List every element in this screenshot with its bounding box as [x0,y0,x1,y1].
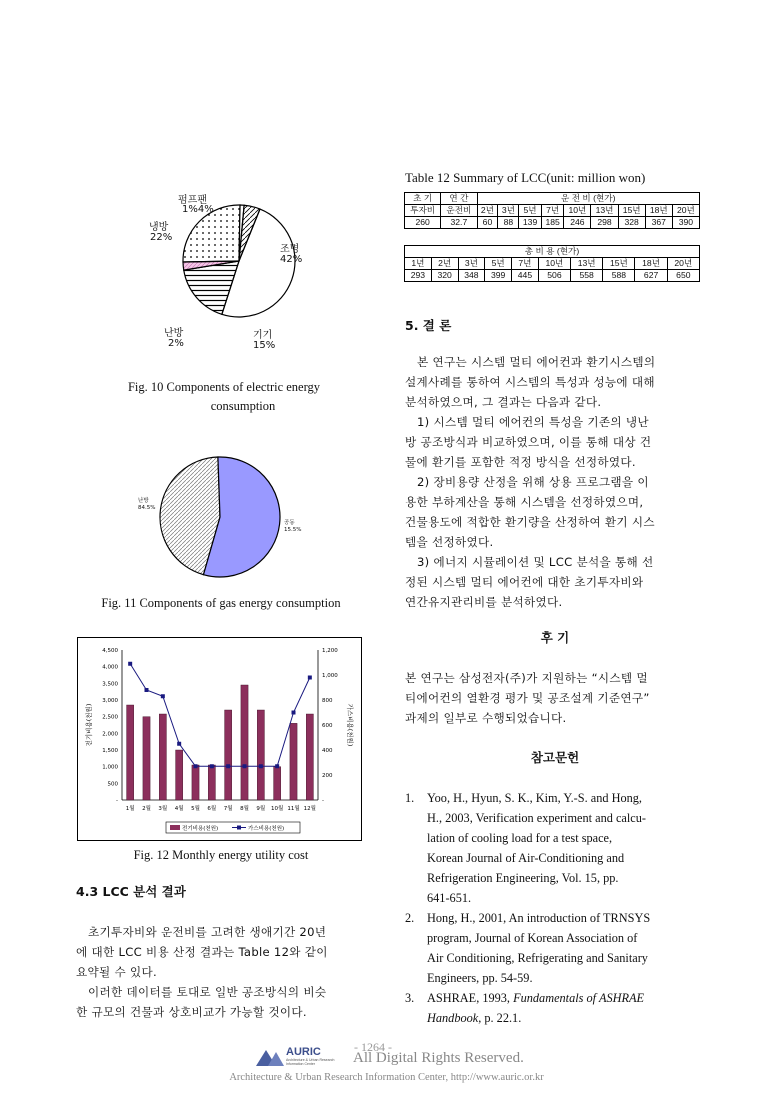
table-header-cell: 3년 [498,205,519,217]
th-init: 초 기 [405,193,441,205]
table-header-cell: 18년 [645,205,672,217]
table-header-cell: 15년 [603,258,635,270]
reference-item: 1. Yoo, H., Hyun, S. K., Kim, Y.-S. and Hong, H., 2003, Verification experiment and calcu- lation of cooling load for a test space, Korean Journal of Air-Conditioning and Refrigeration Engineering, Vol. 15, pp. 641-651. [405,791,646,905]
y-tick-left: 3,000 [102,698,118,704]
table-cell: 260 [405,217,441,229]
bar-electric [241,685,248,800]
table-header-cell: 5년 [485,258,512,270]
legend-label-electric: 전기비용(천원) [182,826,219,832]
point-gas [128,662,132,666]
point-gas [308,676,312,680]
y-tick-right: - [322,798,324,804]
table-header-cell: 20년 [667,258,699,270]
fig12-caption: Fig. 12 Monthly energy utility cost [133,848,309,862]
table-header-cell: 7년 [512,258,539,270]
fig10-label-lighting-pct: 42% [280,254,303,265]
table-cell: 367 [645,217,672,229]
y-tick-left: 4,500 [102,648,118,654]
x-tick-label: 1월 [125,806,135,812]
fig11-chart [150,456,290,578]
table-header-cell: 2년 [431,258,458,270]
point-gas [259,764,263,768]
table-cell: 588 [603,270,635,282]
x-tick-label: 4월 [174,806,184,812]
fig11-caption: Fig. 11 Components of gas energy consumption [101,596,341,610]
bar-electric [192,765,199,800]
fig11-label-cooling: 공동 15.5% [284,520,302,533]
fig10-label-equipment-pct: 15% [253,340,276,351]
point-gas [161,694,165,698]
table-header-cell: 운전비 [441,205,477,217]
fig10-caption: Fig. 10 Components of electric energy consumption [127,380,321,413]
table12-top [404,192,700,229]
table12-caption: Table 12 Summary of LCC(unit: million won) [405,170,646,185]
table12-bottom [404,245,700,282]
fig10-label-cooling: 냉방 [149,222,169,233]
fig10-label-heating: 난방 [164,328,184,339]
point-gas [210,764,214,768]
table-header-cell: 18년 [635,258,667,270]
fig10-label-lighting: 조명 [280,244,300,255]
table-cell: 60 [477,217,498,229]
y-tick-left: 500 [107,781,118,788]
table-cell: 328 [618,217,645,229]
table-header-cell: 13년 [571,258,603,270]
table-header-cell: 3년 [458,258,485,270]
reference-item: 2. Hong, H., 2001, An introduction of TRNSYS program, Journal of Korean Association of Air Conditioning, Refrigerating and Sanitary Engineers, pp. 54-59. [405,911,651,985]
table-cell: 139 [519,217,542,229]
th-annual: 연 간 [441,193,477,205]
y-tick-right: 600 [322,723,333,729]
table-cell: 348 [458,270,485,282]
bar-electric [176,750,183,800]
point-gas [275,764,279,768]
table-header-cell: 2년 [477,205,498,217]
section43-title: 4.3 LCC 분석 결과 [76,884,186,899]
bar-electric [225,710,232,800]
footer-org: Architecture & Urban Research Information Center, http://www.auric.or.kr [229,1072,544,1083]
table-cell: 399 [485,270,512,282]
x-tick-label: 2월 [142,806,151,812]
y-tick-right: 800 [322,698,333,704]
table-cell: 506 [538,270,570,282]
table-cell: 558 [571,270,603,282]
y-tick-right: 1,000 [322,673,338,679]
logo-text: AURIC [286,1046,321,1058]
x-tick-label: 12월 [303,806,316,812]
y-tick-right: 200 [322,773,333,779]
logo-subtext: Architecture & Urban Research Information Center [286,1058,335,1066]
table-header-cell: 20년 [672,205,699,217]
y-axis-title-left: 전기비용(천원) [85,703,93,747]
line-gas [130,664,310,767]
page-number: - 1264 - [354,1040,392,1054]
conclusion-body: 본 연구는 시스템 멀티 에어컨과 환기시스템의 설계사례를 통하여 시스템의 특성과 성능에 대해 분석하였으며, 그 결과는 다음과 같다. 1) 시스템 멀티 에어컨의 특성을 기존의 냉난 방 공조방식과 비교하였으며, 이를 통해 대상 건 물에 환기를 포함한 적정 방식을 선정하였다. 2) 장비용량 산정을 위해 상용 프로그램을 이 용한 부하계산을 통해 시스템을 선정하였으며, 건물용도에 적합한 환기량을 산정하여 환기 시스 템을 선정하였다. 3) 에너지 시뮬레이션 및 LCC 분석을 통해 선 정된 시스템 멀티 에어컨에 대한 초기투자비와 연간유지관리비를 분석하였다. [405,355,656,609]
ack-body: 본 연구는 삼성전자(주)가 지원하는 “시스템 멀 티에어컨의 열환경 평가 및 공조설계 기준연구” 과제의 일부로 수행되었습니다. [405,671,650,725]
section43-body: 초기투자비와 운전비를 고려한 생애기간 20년 에 대한 LCC 비용 산정 결과는 Table 12와 같이 요약될 수 있다. 이러한 데이터를 토대로 일반 공조방식의 비슷 한 규모의 건물과 상호비교가 가능할 것이다. [76,925,328,1019]
y-tick-left: 1,500 [102,748,118,754]
y-tick-left: 2,500 [102,714,118,721]
point-gas [243,764,247,768]
rights-text: All Digital Rights Reserved. [353,1050,524,1066]
fig12-chart [77,637,362,841]
fig10-label-equipment: 기기 [253,330,273,341]
table-cell: 298 [591,217,618,229]
y-tick-right: 400 [322,748,333,754]
table-cell: 293 [405,270,432,282]
table-cell: 445 [512,270,539,282]
x-tick-label: 9월 [256,806,266,812]
bar-electric [257,710,264,800]
table-cell: 185 [541,217,564,229]
table-header-cell: 투자비 [405,205,441,217]
table-cell: 320 [431,270,458,282]
references-list [405,788,701,1028]
bar-electric [274,767,281,800]
y-tick-left: 3,500 [102,681,118,688]
x-tick-label: 5월 [191,806,200,812]
x-tick-label: 3월 [158,806,168,812]
table-header-cell: 1년 [405,258,432,270]
table-header-cell: 13년 [591,205,618,217]
conclusion-title: 5. 결 론 [405,318,452,333]
ack-title: 후 기 [540,630,570,645]
table-cell: 627 [635,270,667,282]
th-total: 총 비 용 (현가) [405,246,700,258]
x-tick-label: 7월 [223,806,233,812]
table-header-cell: 10년 [538,258,570,270]
point-gas [194,764,198,768]
x-tick-label: 6월 [207,806,217,812]
fig11-pie-svg [150,456,290,578]
table-cell: 650 [667,270,699,282]
th-operating: 운 전 비 (현가) [477,193,700,205]
point-gas [177,742,181,746]
bar-electric [143,717,150,800]
table-cell: 88 [498,217,519,229]
references-title: 참고문헌 [530,750,580,765]
bar-electric [127,705,134,800]
y-tick-left: 2,000 [102,731,118,738]
reference-item: 3. ASHRAE, 1993, Fundamentals of ASHRAE Handbook, p. 22.1. [405,991,645,1025]
x-tick-label: 11월 [287,806,300,812]
table-cell: 32.7 [441,217,477,229]
table-header-cell: 5년 [519,205,542,217]
point-gas [226,764,230,768]
y-tick-left: 4,000 [102,664,118,671]
legend-label-gas: 가스비용(천원) [248,826,285,832]
legend-marker-gas [237,826,241,830]
point-gas [292,711,296,715]
x-tick-label: 10월 [271,806,284,812]
fig10-label-pump: 펌프팬 [178,195,207,206]
y-tick-right: 1,200 [322,648,338,654]
fig12-svg [78,638,361,840]
fig10-label-pump-pct: 1%4% [182,204,214,215]
table-cell: 246 [564,217,591,229]
table-header-cell: 7년 [541,205,564,217]
y-axis-title-right: 가스비용(천원) [346,703,354,747]
fig10-label-cooling-pct: 22% [150,232,173,243]
bar-electric [208,765,215,800]
legend-swatch-electric [170,825,180,830]
point-gas [145,688,149,692]
table-header-cell: 10년 [564,205,591,217]
bar-electric [159,714,166,800]
y-tick-left: - [116,798,118,804]
x-tick-label: 8월 [240,806,249,812]
bar-electric [306,714,313,800]
table-header-cell: 15년 [618,205,645,217]
fig10-label-heating-pct: 2% [168,338,184,349]
bar-electric [290,723,297,800]
fig11-label-heating: 난방 84.5% [138,498,156,511]
y-tick-left: 1,000 [102,764,118,771]
table-cell: 390 [672,217,699,229]
